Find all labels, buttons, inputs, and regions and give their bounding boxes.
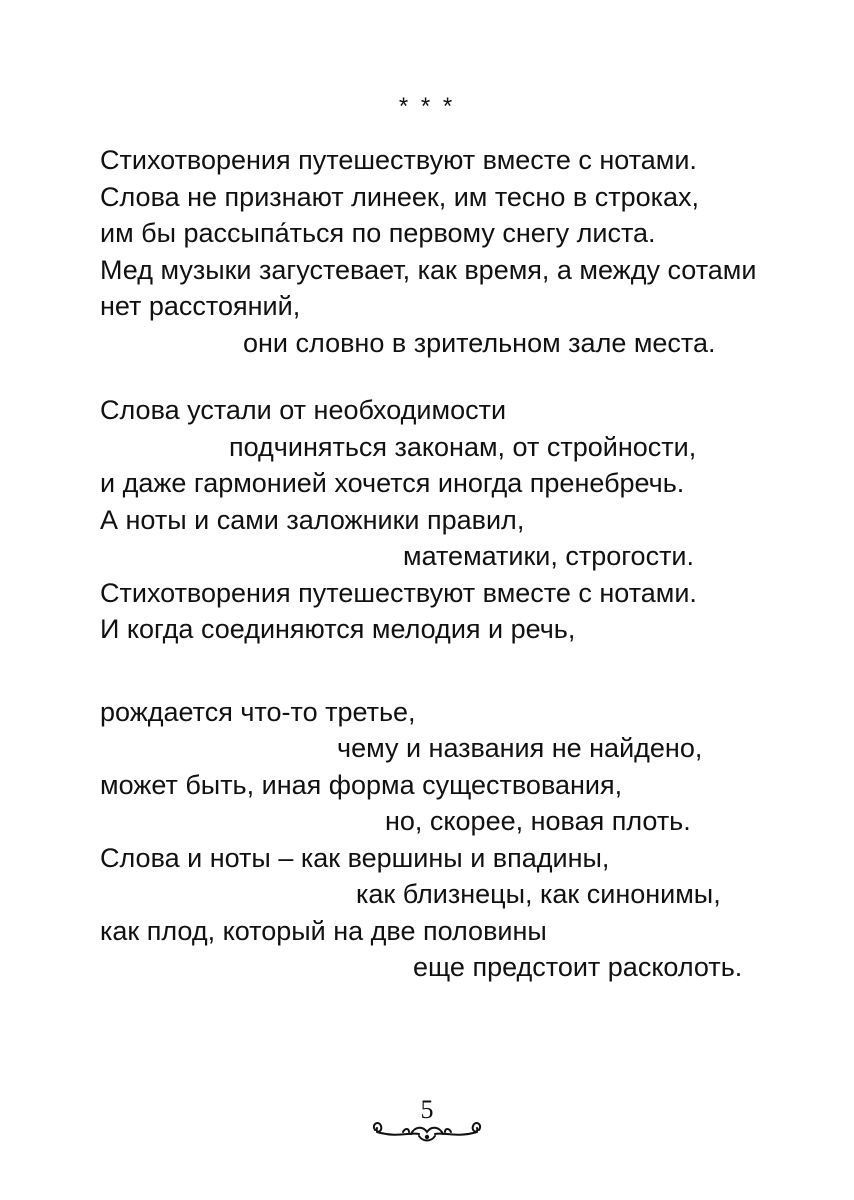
stanza-break (100, 361, 800, 392)
stanza-3 (100, 694, 800, 986)
poem-line-indented: математики, строгости. (403, 541, 695, 571)
poem-line: И когда соединяются мелодия и речь, (100, 614, 576, 644)
poem-line: Стихотворения путешествуют вместе с нотами. (100, 577, 697, 608)
poem-line: им бы рассыпа́ться по первому снегу листа. (100, 218, 656, 248)
poem-line-indented: чему и названия не найдено, (337, 733, 703, 763)
poem-line: Слова не признают линеек, им тесно в строках, (100, 181, 700, 212)
poem-line: Слова и ноты – как вершины и впадины, (100, 842, 610, 873)
stanza-break (100, 648, 800, 694)
page-number: 5 (420, 1095, 434, 1124)
poem-line-indented: еще предстоит расколоть. (413, 952, 743, 982)
poem-line: Стихотворения путешествуют вместе с нотами. (100, 145, 697, 175)
poem-line-indented: они словно в зрительном зале места. (243, 327, 716, 358)
section-divider-asterisks: * * * (398, 93, 456, 120)
poem-line: рождается что-то третье, (100, 696, 416, 727)
poem-line: Слова устали от необходимости (100, 395, 507, 425)
poem-line-indented: но, скорее, новая плоть. (385, 806, 691, 836)
stanza-1 (100, 142, 800, 361)
poem-line: как плод, который на две половины (100, 915, 547, 946)
poem-line-indented: как близнецы, как синонимы, (356, 879, 721, 909)
flourish-ornament-icon (367, 1112, 487, 1144)
stanza-2 (100, 392, 800, 648)
poem (100, 142, 800, 986)
poem-line: А ноты и сами заложники правил, (100, 504, 525, 535)
poem-line: нет расстояний, (100, 291, 301, 321)
poem-line: может быть, иная форма существования, (100, 769, 623, 800)
poem-line: и даже гармонией хочется иногда пренебречь. (100, 468, 685, 498)
poem-line-indented: подчиняться законам, от стройности, (229, 431, 697, 462)
poem-line: Мед музыки загустевает, как время, а между сотами (100, 254, 757, 285)
